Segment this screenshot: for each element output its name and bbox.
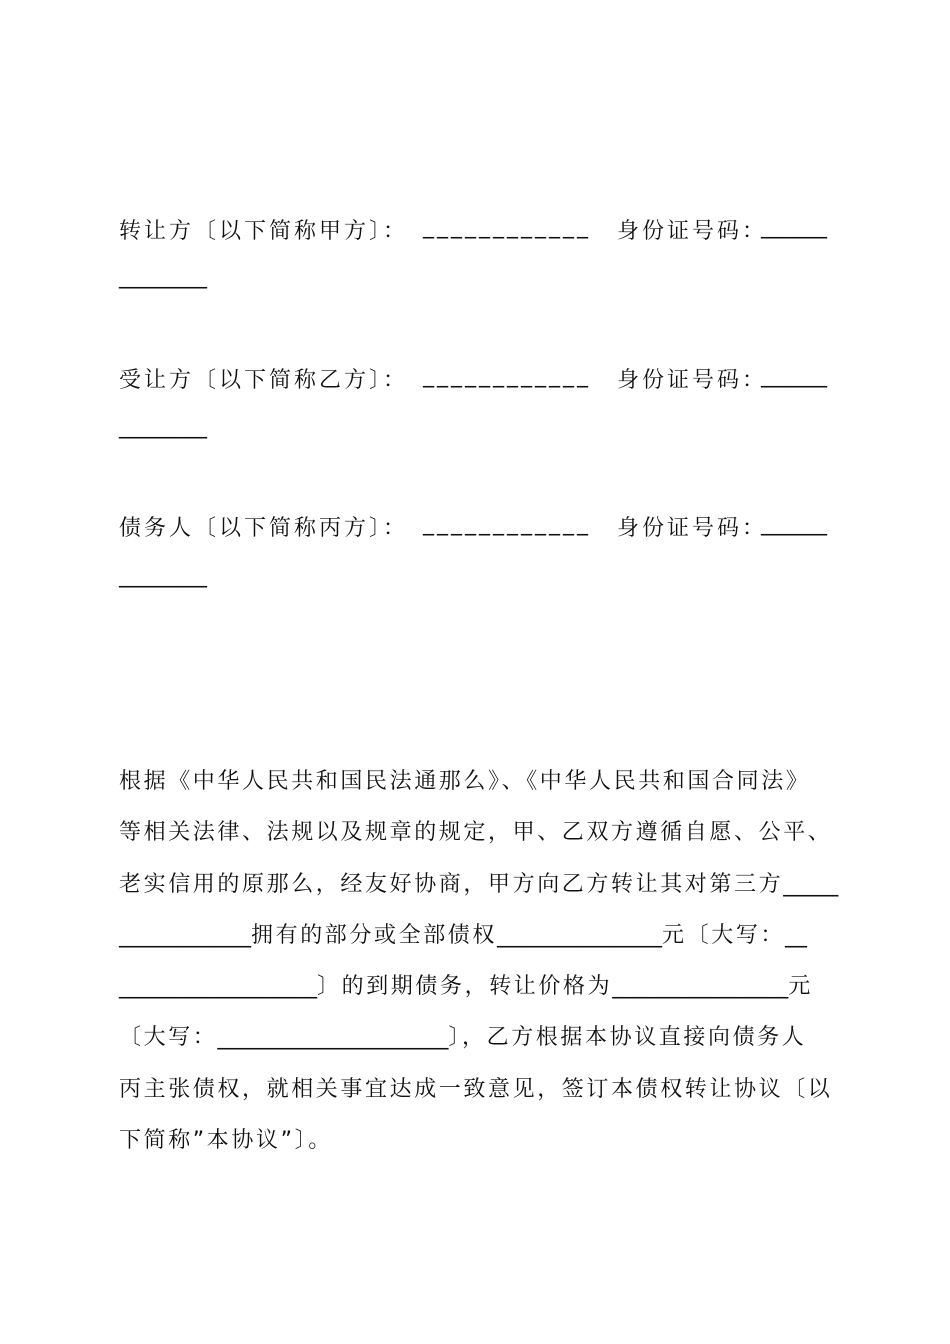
preamble-text: 〔大写： — [119, 1025, 218, 1051]
id-number-blank: ______ — [761, 363, 827, 388]
party-name-blank: ____________ — [423, 214, 591, 239]
preamble-text: 丙主张债权，就相关事宜达成一致意见，签订本债权转让协议〔以 — [119, 1076, 833, 1102]
id-number-blank-continued: ________ — [119, 563, 207, 588]
preamble-line — [119, 1064, 831, 1115]
preamble-text: 下简称”本协议”〕。 — [119, 1128, 333, 1154]
preamble-line — [119, 807, 831, 858]
preamble-text: 〕，乙方根据本协议直接向债务人 — [448, 1025, 807, 1051]
id-number-label: 身份证号码： — [617, 516, 768, 541]
debt-amount-uppercase-blank-continued: __________________ — [119, 974, 317, 1000]
party-name-blank: ____________ — [423, 511, 591, 536]
party-label: 债务人〔以下简称丙方〕： — [119, 516, 409, 541]
preamble-line — [119, 961, 831, 1012]
preamble-text: 元〔大写： — [662, 922, 786, 948]
party-transferor-row — [119, 214, 831, 254]
id-number-label: 身份证号码： — [617, 219, 768, 244]
party-label: 受让方〔以下简称乙方〕： — [119, 368, 409, 393]
transfer-price-uppercase-blank: _____________________ — [217, 1025, 449, 1051]
party-debtor-row — [119, 511, 831, 551]
id-number-label: 身份证号码： — [617, 368, 768, 393]
party-transferee-row — [119, 363, 831, 403]
id-number-blank: ______ — [761, 214, 827, 239]
preamble-text: 元 — [788, 974, 813, 1000]
debt-amount-blank: _______________ — [497, 922, 663, 948]
preamble-line — [119, 1115, 831, 1166]
transfer-price-blank: ________________ — [612, 974, 789, 1000]
preamble-line — [119, 756, 831, 807]
id-number-blank-continued: ________ — [119, 414, 207, 439]
preamble-text: 〕的到期债务，转让价格为 — [317, 974, 613, 1000]
preamble-line — [119, 910, 831, 961]
preamble-paragraph — [119, 756, 839, 1166]
preamble-text: 老实信用的原那么，经友好协商，甲方向乙方转让其对第三方 — [119, 871, 784, 897]
id-number-blank-continued: ________ — [119, 264, 207, 289]
preamble-line — [119, 1012, 831, 1063]
preamble-text: 等相关法律、法规以及规章的规定，甲、乙双方遵循自愿、公平、 — [119, 820, 833, 846]
party-label: 转让方〔以下简称甲方〕： — [119, 219, 409, 244]
preamble-text: 拥有的部分或全部债权 — [251, 922, 498, 948]
preamble-line — [119, 859, 839, 910]
party-name-blank: ____________ — [423, 363, 591, 388]
third-party-blank: _____ — [783, 871, 839, 897]
preamble-text: 根据《中华人民共和国民法通那么》、《中华人民共和国合同法》 — [119, 769, 811, 794]
third-party-blank-continued: ____________ — [119, 922, 251, 948]
id-number-blank: ______ — [761, 511, 827, 536]
debt-amount-uppercase-blank: __ — [785, 922, 808, 948]
